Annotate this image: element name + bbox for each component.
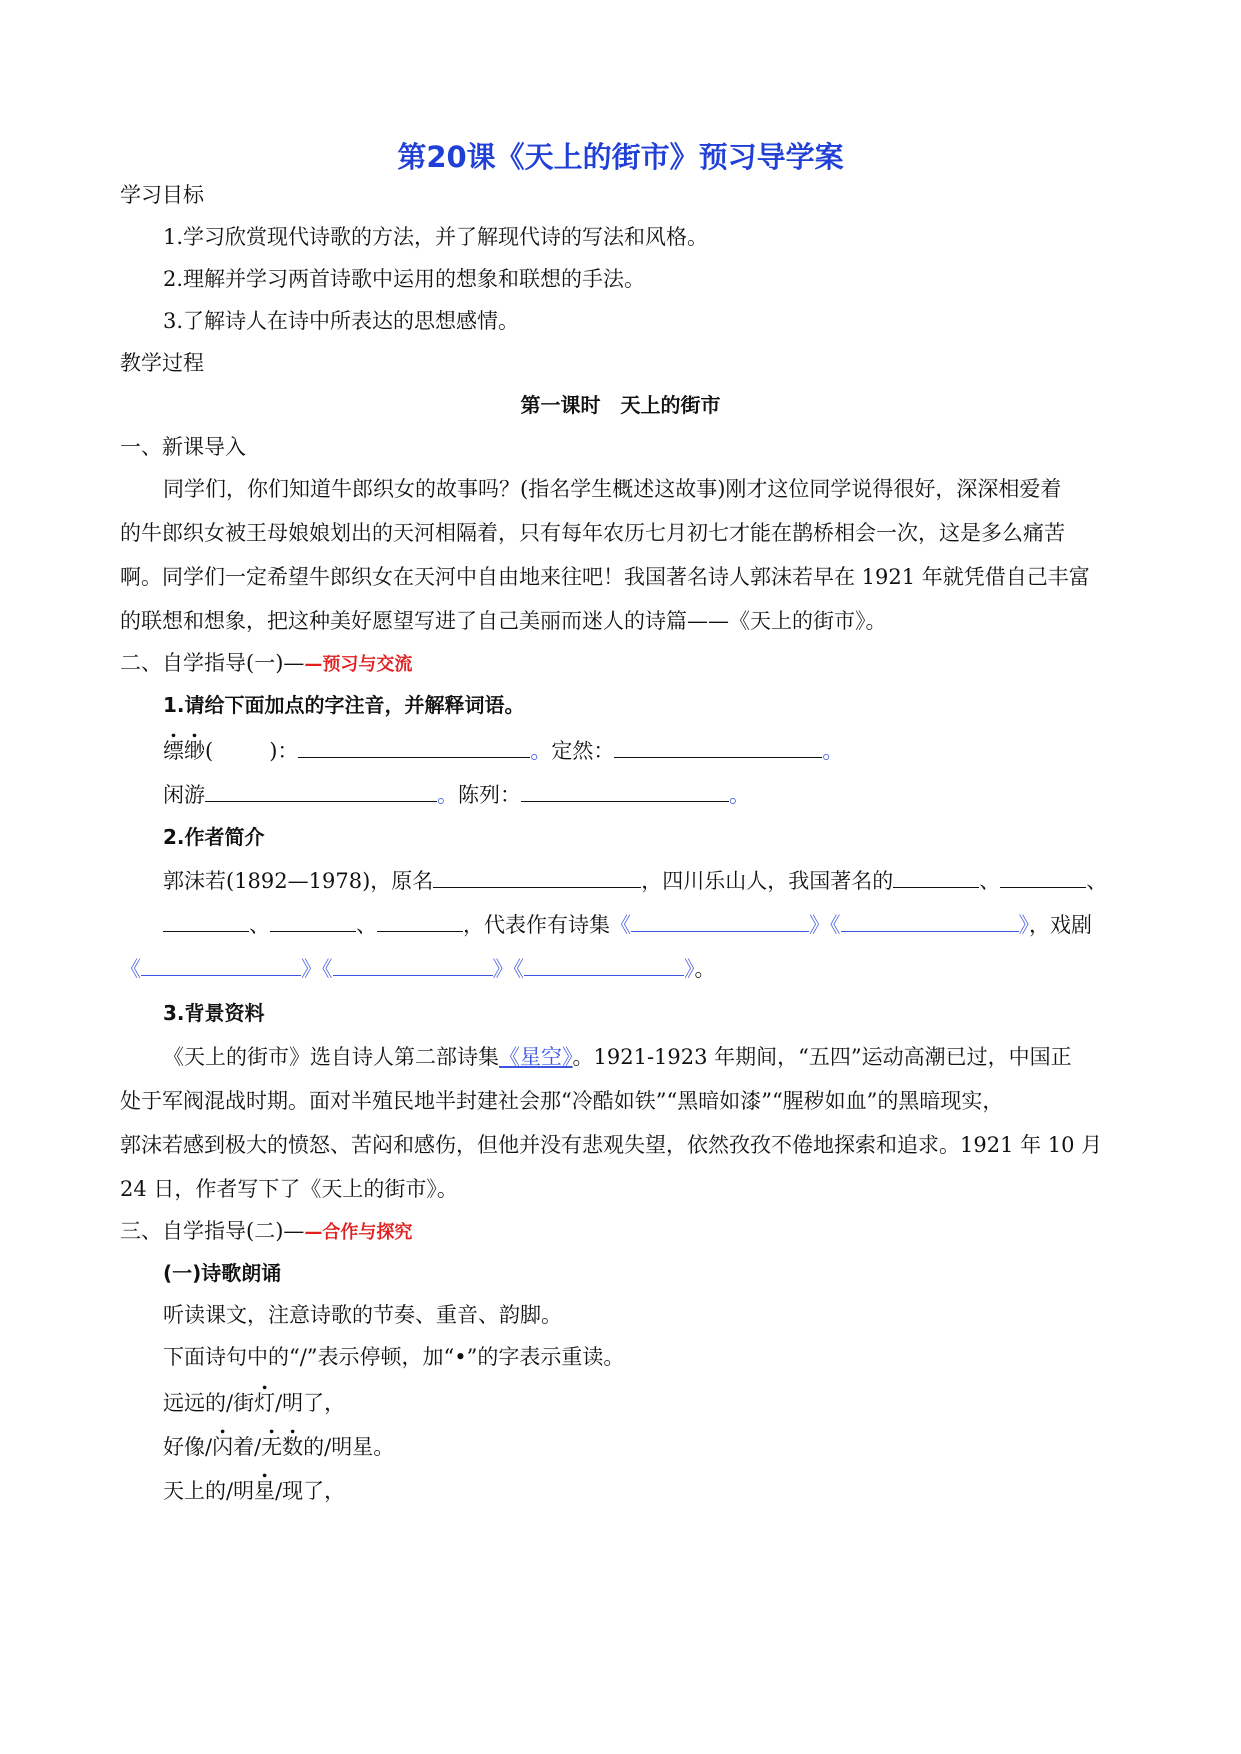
background-text: 《天上的街市》选自诗人第二部诗集 <box>163 1045 499 1069</box>
intro-paragraph-line: 同学们，你们知道牛郎织女的故事吗？(指名学生概述这故事)刚才这位同学说得很好，深深相爱着 <box>163 477 1062 501</box>
answer-blank[interactable] <box>524 955 684 976</box>
stressed-char: 星 <box>254 1479 276 1503</box>
book-bracket: 《 <box>513 957 524 981</box>
answer-blank[interactable] <box>841 911 1019 932</box>
answer-blank[interactable] <box>163 911 249 932</box>
term-label: 定然： <box>551 739 615 763</box>
question-2-title: 2.作者简介 <box>163 825 265 849</box>
goal-item: 1.学习欣赏现代诗歌的方法，并了解现代诗的写法和风格。 <box>163 225 709 249</box>
page-title: 第20课《天上的街市》预习导学案 <box>397 140 844 174</box>
book-bracket: 《 <box>830 913 841 937</box>
section-heading-highlight: —预习与交流 <box>304 654 413 675</box>
author-text: 戏剧 <box>1050 913 1092 937</box>
book-bracket: 》 <box>1018 913 1029 937</box>
sub-heading-reading: (一)诗歌朗诵 <box>163 1261 282 1285</box>
stressed-char: 数 <box>282 1435 304 1459</box>
answer-blank[interactable] <box>1000 867 1086 888</box>
stressed-char: 无 <box>261 1435 283 1459</box>
separator: 。 <box>694 957 716 981</box>
poem-text: 着/ <box>233 1435 262 1459</box>
question-3-title: 3.背景资料 <box>163 1001 265 1025</box>
xingkong-link[interactable]: 《星空》 <box>499 1045 573 1069</box>
section-heading-highlight: —合作与探究 <box>304 1222 413 1243</box>
intro-paragraph-line: 的牛郎织女被王母娘娘划出的天河相隔着，只有每年农历七月初七才能在鹊桥相会一次，这是多么痛苦 <box>120 521 1065 545</box>
section-heading-text: 三、自学指导(二)— <box>120 1219 305 1243</box>
separator: 、 <box>1086 869 1108 893</box>
book-bracket: 《 <box>322 957 333 981</box>
background-line: 24 日，作者写下了《天上的街市》。 <box>120 1177 458 1201</box>
background-line: 处于军阀混战时期。面对半殖民地半封建社会那“冷酷如铁”“黑暗如漆”“腥秽如血”的黑暗现实， <box>120 1089 1004 1113</box>
poem-text: 好像/ <box>163 1435 213 1459</box>
answer-blank[interactable] <box>270 911 356 932</box>
lesson-title: 第一课时 天上的街市 <box>520 393 721 417</box>
background-text: 。1921-1923 年期间，“五四”运动高潮已过，中国正 <box>572 1045 1072 1069</box>
section-heading-preview <box>120 648 412 680</box>
dotted-char: 缥 <box>163 739 184 763</box>
question-1-title: 1.请给下面加点的字注音，并解释词语。 <box>163 693 525 717</box>
poem-text: 远远的/街 <box>163 1391 255 1415</box>
poem-text: 天上的/明 <box>163 1479 255 1503</box>
answer-blank[interactable] <box>205 781 437 802</box>
answer-blank[interactable] <box>333 955 493 976</box>
book-bracket: 《 <box>610 913 631 937</box>
term-label: 陈列： <box>458 783 521 807</box>
background-line: 郭沫若感到极大的愤怒、苦闷和感伤，但他并没有悲观失望，依然孜孜不倦地探索和追求。1921 年 10 月 <box>120 1133 1103 1157</box>
author-text: 郭沫若(1892—1978)，原名 <box>163 869 434 893</box>
author-text: ，四川乐山人，我国著名的 <box>641 869 894 893</box>
dotted-char: 缈 <box>184 739 205 763</box>
book-bracket: 》 <box>301 957 322 981</box>
author-row-2 <box>163 910 1092 940</box>
answer-blank[interactable] <box>893 867 979 888</box>
author-text: ，代表作有诗集 <box>463 913 610 937</box>
background-line <box>163 1042 1072 1072</box>
goal-item: 3.了解诗人在诗中所表达的思想感情。 <box>163 309 520 333</box>
intro-paragraph-line: 啊。同学们一定希望牛郎织女在天河中自由地来往吧！我国著名诗人郭沫若早在 1921 年就凭借自己丰富 <box>120 565 1090 589</box>
separator: 、 <box>249 913 270 937</box>
answer-blank[interactable] <box>298 737 530 758</box>
goals-heading: 学习目标 <box>120 183 204 207</box>
book-bracket: 》 <box>492 957 514 981</box>
instruction-line: 听读课文，注意诗歌的节奏、重音、韵脚。 <box>163 1303 562 1327</box>
question-1-row-2 <box>163 780 750 810</box>
separator: 、 <box>979 869 1001 893</box>
paren-open: ( <box>205 739 214 763</box>
answer-blank[interactable] <box>433 867 641 888</box>
separator: ， <box>1029 913 1050 937</box>
author-row-1 <box>163 866 1107 896</box>
blank-end: 。 <box>729 783 750 807</box>
section-heading-text: 二、自学指导(一)— <box>120 651 305 675</box>
poem-line <box>163 1432 394 1462</box>
answer-blank[interactable] <box>377 911 463 932</box>
stressed-char: 闪 <box>212 1435 234 1459</box>
poem-text: /现了， <box>275 1479 346 1503</box>
poem-text: /明了， <box>275 1391 346 1415</box>
question-1-row-1 <box>163 736 843 766</box>
poem-line <box>163 1388 345 1418</box>
section-heading-intro: 一、新课导入 <box>120 435 246 459</box>
answer-blank[interactable] <box>521 781 729 802</box>
answer-blank[interactable] <box>631 911 809 932</box>
blank-end: 。 <box>530 739 552 763</box>
stressed-char: 灯 <box>254 1391 276 1415</box>
answer-blank[interactable] <box>614 737 822 758</box>
poem-text: 的/明星。 <box>303 1435 395 1459</box>
instruction-line: 下面诗句中的“/”表示停顿，加“•”的字表示重读。 <box>163 1345 625 1369</box>
term-label: 闲游 <box>163 783 205 807</box>
process-heading: 教学过程 <box>120 351 204 375</box>
blank-end: 。 <box>822 739 844 763</box>
poem-line <box>163 1476 345 1506</box>
paren-close: )： <box>269 739 299 763</box>
author-row-3 <box>120 954 716 984</box>
book-bracket: 《 <box>120 957 141 981</box>
answer-blank[interactable] <box>141 955 301 976</box>
book-bracket: 》 <box>809 913 830 937</box>
blank-end: 。 <box>437 783 458 807</box>
book-bracket: 》 <box>684 957 695 981</box>
separator: 、 <box>356 913 377 937</box>
section-heading-explore <box>120 1216 412 1248</box>
goal-item: 2.理解并学习两首诗歌中运用的想象和联想的手法。 <box>163 267 646 291</box>
intro-paragraph-line: 的联想和想象，把这种美好愿望写进了自己美丽而迷人的诗篇——《天上的街市》。 <box>120 609 887 633</box>
